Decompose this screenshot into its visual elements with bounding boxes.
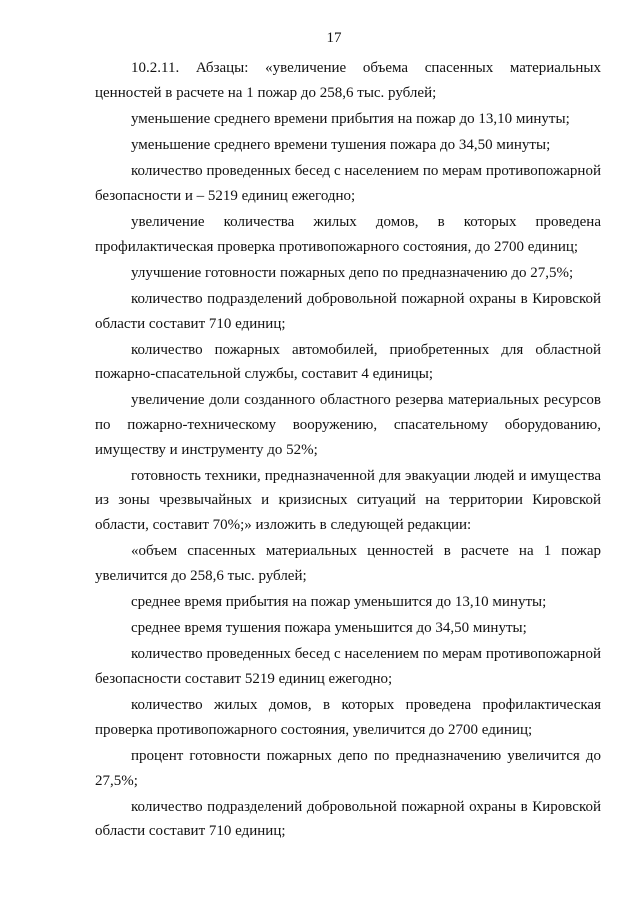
paragraph: количество подразделений добровольной пожарной охраны в Кировской области составит 710 единиц; bbox=[95, 290, 601, 332]
paragraph: количество проведенных бесед с населением по мерам противопожарной безопасности и – 5219 единиц ежегодно; bbox=[95, 163, 601, 204]
paragraph: готовность техники, предназначенной для эвакуации людей и имущества из зоны чрезвычайных и кризисных ситуаций на территории Кировской области, составит 70%;» изложить в следующей редакции: bbox=[95, 467, 601, 534]
paragraph: количество проведенных бесед с населением по мерам противопожарной безопасности составит 5219 единиц ежегодно; bbox=[95, 646, 601, 687]
paragraph: «объем спасенных материальных ценностей в расчете на 1 пожар увеличится до 258,6 тыс. рублей; bbox=[95, 543, 601, 584]
paragraph: улучшение готовности пожарных депо по предназначению до 27,5%; bbox=[131, 264, 574, 281]
paragraph: уменьшение среднего времени прибытия на пожар до 13,10 минуты; bbox=[131, 110, 570, 127]
paragraph: количество подразделений добровольной пожарной охраны в Кировской области составит 710 единиц; bbox=[95, 798, 601, 840]
paragraph: количество пожарных автомобилей, приобретенных для областной пожарно-спасательной службы, составит 4 единицы; bbox=[95, 341, 601, 383]
paragraph: увеличение количества жилых домов, в которых проведена профилактическая проверка противопожарного состояния, до 2700 единиц; bbox=[95, 213, 601, 255]
paragraph: увеличение доли созданного областного резерва материальных ресурсов по пожарно-техническому вооружению, спасательному оборудованию, имуществу и инструменту до 52%; bbox=[95, 392, 601, 458]
paragraph: процент готовности пожарных депо по предназначению увеличится до 27,5%; bbox=[95, 747, 601, 789]
paragraph: среднее время прибытия на пожар уменьшится до 13,10 минуты; bbox=[131, 594, 547, 610]
paragraph: среднее время тушения пожара уменьшится до 34,50 минуты; bbox=[131, 620, 527, 637]
paragraph: 10.2.11. Абзацы: «увеличение объема спасенных материальных ценностей в расчете на 1 пожар до 258,6 тыс. рублей; bbox=[95, 60, 601, 101]
paragraph: уменьшение среднего времени тушения пожара до 34,50 минуты; bbox=[131, 136, 551, 153]
paragraph: количество жилых домов, в которых проведена профилактическая проверка противопожарного состояния, увеличится до 2700 единиц; bbox=[95, 697, 601, 738]
document-body bbox=[95, 56, 601, 846]
page-number: 17 bbox=[326, 30, 342, 46]
